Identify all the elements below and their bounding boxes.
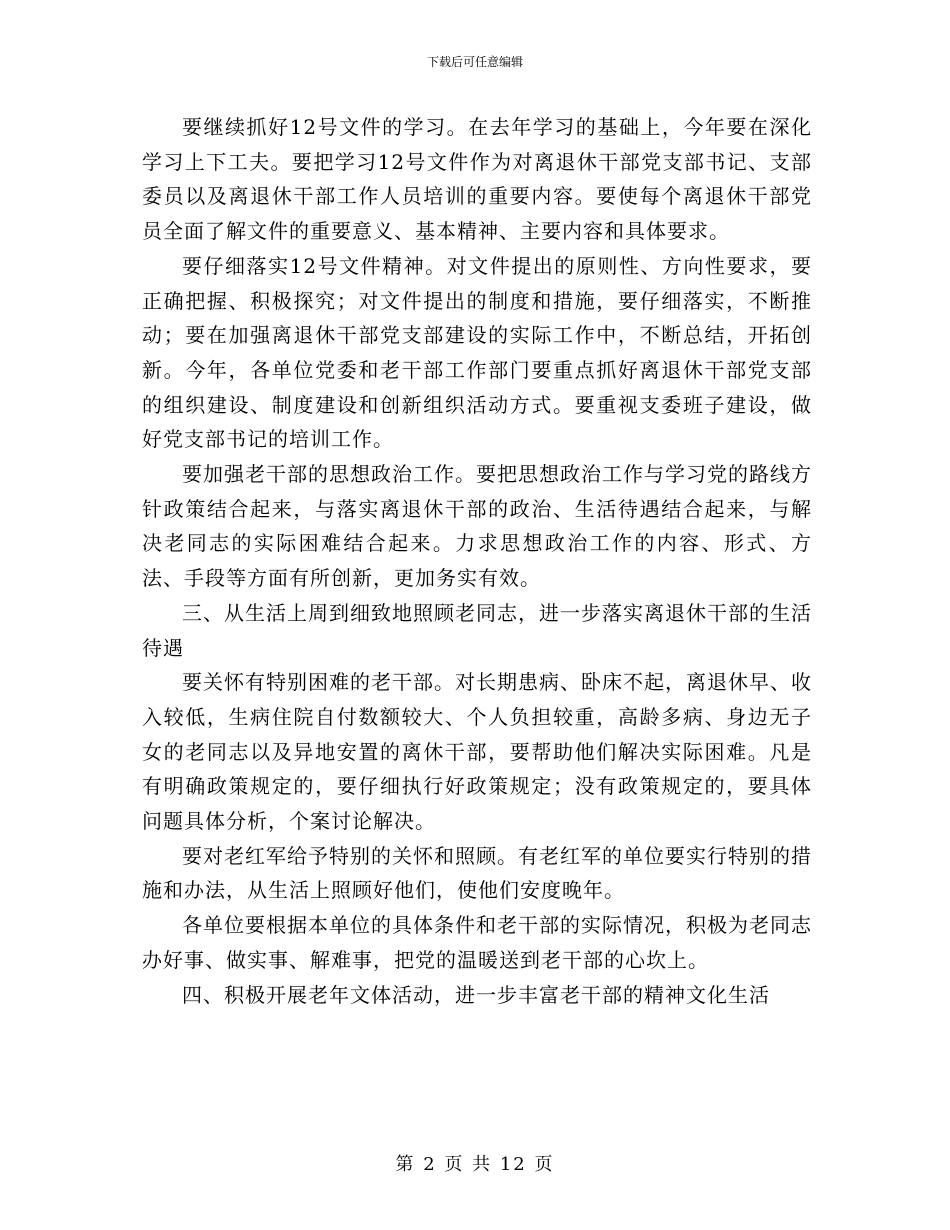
paragraph-red-army-veterans: 要对老红军给予特别的关怀和照顾。有老红军的单位要实行特别的措施和办法，从生活上照顾好他们，使他们安度晚年。	[142, 843, 812, 903]
page-header: 下载后可任意编辑	[426, 55, 523, 69]
paragraph-implement-document-12: 要仔细落实12号文件精神。对文件提出的原则性、方向性要求，要正确把握、积极探究；对文件提出的制度和措施，要仔细落实，不断推动；要在加强离退休干部党支部建设的实际工作中，不断总结，开拓创新。今年，各单位党委和老干部工作部门要重点抓好离退休干部党支部的组织建设、制度建设和创新组织活动方式。要重视支委班子建设，做好党支部书记的培训工作。	[142, 253, 812, 452]
paragraph-study-document-12: 要继续抓好12号文件的学习。在去年学习的基础上，今年要在深化学习上下工夫。要把学习12号文件作为对离退休干部党支部书记、支部委员以及离退休干部工作人员培训的重要内容。要使每个离退休干部党员全面了解文件的重要意义、基本精神、主要内容和具体要求。	[142, 115, 812, 244]
paragraph-unit-actions: 各单位要根据本单位的具体条件和老干部的实际情况，积极为老同志办好事、做实事、解难事，把党的温暖送到老干部的心坎上。	[142, 913, 812, 972]
paragraph-care-difficult-cadres: 要关怀有特别困难的老干部。对长期患病、卧床不起，离退休早、收入较低，生病住院自付数额较大、个人负担较重，高龄多病、身边无子女的老同志以及异地安置的离休干部，要帮助他们解决实际困难。凡是有明确政策规定的，要仔细执行好政策规定；没有政策规定的，要具体问题具体分析，个案讨论解决。	[142, 670, 812, 834]
page-footer: 第 2 页 共 12 页	[395, 1154, 555, 1175]
paragraph-political-work: 要加强老干部的思想政治工作。要把思想政治工作与学习党的路线方针政策结合起来，与落实离退休干部的政治、生活待遇结合起来，与解决老同志的实际困难结合起来。力求思想政治工作的内容、形式、方法、手段等方面有所创新，更加务实有效。	[142, 462, 812, 591]
section-heading-4: 四、积极开展老年文体活动，进一步丰富老干部的精神文化生活	[182, 982, 770, 1007]
document-body	[142, 110, 812, 1012]
section-heading-3: 三、从生活上周到细致地照顾老同志，进一步落实离退休干部的生活待遇	[142, 600, 812, 660]
